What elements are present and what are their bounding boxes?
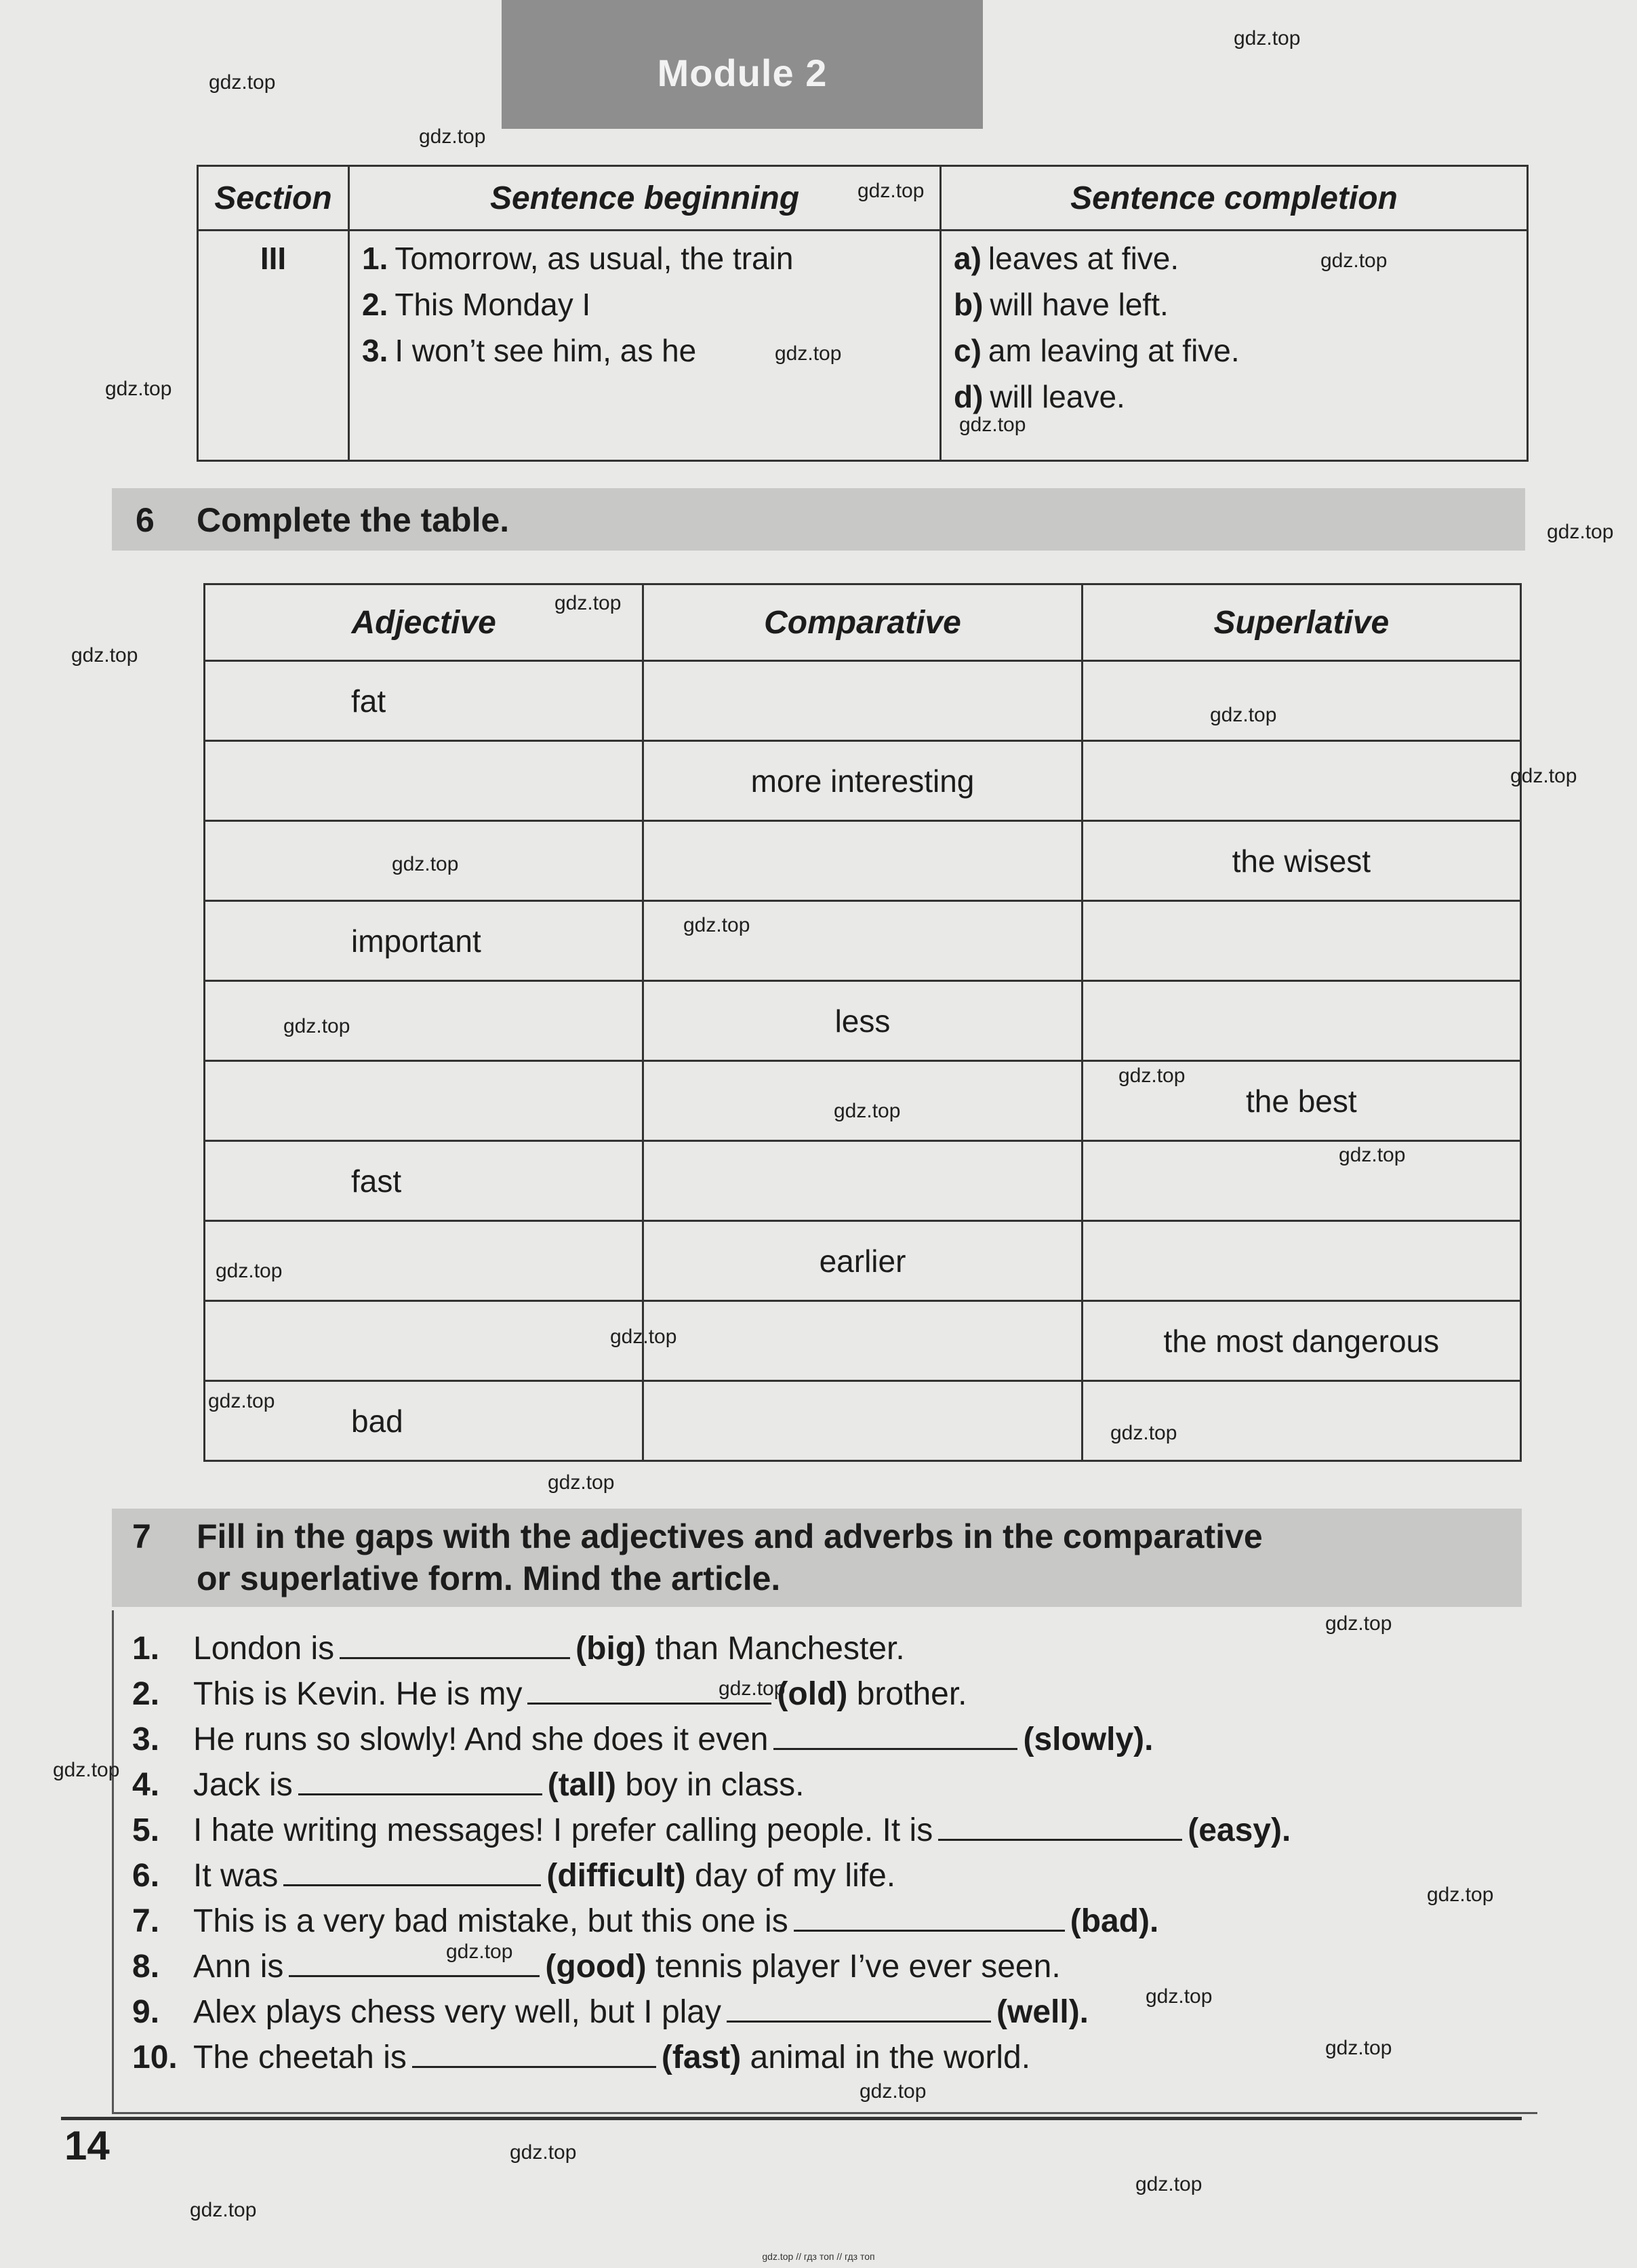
table-row: important (205, 901, 1521, 981)
watermark-text: gdz.top (1427, 1884, 1494, 1906)
watermark-text: gdz.top (190, 2199, 257, 2221)
watermark-text: gdz.top (53, 1759, 120, 1781)
exercise7-item: 2. This is Kevin. He is my (old) brother. (132, 1673, 967, 1713)
watermark-text: gdz.top (834, 1100, 901, 1122)
table-row: the best (205, 1061, 1521, 1141)
exercise7-header (112, 1509, 1522, 1607)
watermark-text: gdz.top (419, 125, 486, 148)
watermark-text: gdz.top (554, 592, 622, 614)
header-adjective: Adjective (205, 584, 643, 661)
footer-rule (61, 2117, 1522, 2120)
watermark-text: gdz.top (71, 644, 138, 667)
bottom-note: gdz.top // гдз топ // гдз топ (762, 2251, 875, 2262)
watermark-text: gdz.top (860, 2080, 927, 2103)
module-title-banner: Module 2 (502, 0, 983, 129)
exercise6-number: 6 (136, 501, 155, 539)
exercise7-item: 6. It was (difficult) day of my life. (132, 1854, 895, 1894)
table-row: bad (205, 1381, 1521, 1461)
answer-blank[interactable] (794, 1900, 1065, 1932)
exercise7-title-line2: or superlative form. Mind the article. (197, 1559, 781, 1597)
beginning-item: 1. Tomorrow, as usual, the train (362, 241, 794, 276)
beginning-item: 2. This Monday I (362, 287, 591, 322)
completion-item: b) will have left. (954, 287, 1169, 322)
watermark-text: gdz.top (208, 1390, 275, 1412)
table-row: the wisest (205, 821, 1521, 901)
answer-blank[interactable] (938, 1809, 1182, 1841)
watermark-text: gdz.top (1325, 1612, 1392, 1635)
watermark-text: gdz.top (1510, 765, 1577, 787)
completion-item: c) am leaving at five. (954, 333, 1240, 368)
table-row: earlier (205, 1221, 1521, 1301)
table-row: more interesting (205, 741, 1521, 821)
watermark-text: gdz.top (105, 378, 172, 400)
exercise6-title: Complete the table. (197, 501, 510, 539)
exercise7-item: 3. He runs so slowly! And she does it even (slowly). (132, 1718, 1154, 1758)
watermark-text: gdz.top (1118, 1065, 1186, 1087)
table-row: fat (205, 661, 1521, 741)
answer-blank[interactable] (412, 2036, 656, 2068)
watermark-text: gdz.top (719, 1677, 786, 1700)
header-section: Section (198, 166, 349, 231)
answer-blank[interactable] (298, 1764, 542, 1795)
header-sentence-completion: Sentence completion (941, 166, 1528, 231)
exercise7-item: 7. This is a very bad mistake, but this one is (bad). (132, 1900, 1158, 1940)
watermark-text: gdz.top (392, 853, 459, 875)
beginnings-cell (349, 231, 941, 461)
watermark-text: gdz.top (283, 1015, 350, 1037)
table-row: less (205, 981, 1521, 1061)
header-superlative: Superlative (1082, 584, 1520, 661)
page-number: 14 (64, 2123, 110, 2168)
watermark-text: gdz.top (1135, 2173, 1203, 2195)
answer-blank[interactable] (283, 1854, 541, 1886)
exercise7-item: 4. Jack is (tall) boy in class. (132, 1764, 805, 1804)
watermark-text: gdz.top (683, 914, 750, 936)
comparison-table (203, 583, 1522, 1462)
watermark-text: gdz.top (209, 71, 276, 94)
watermark-text: gdz.top (510, 2141, 577, 2164)
table-row: fast (205, 1141, 1521, 1221)
exercise7-item: 9. Alex plays chess very well, but I play (well). (132, 1991, 1089, 2031)
watermark-text: gdz.top (446, 1941, 513, 1963)
answer-blank[interactable] (727, 1991, 991, 2023)
table-row: the most dangerous (205, 1301, 1521, 1381)
exercise6-header (112, 488, 1525, 551)
watermark-text: gdz.top (1547, 521, 1614, 543)
beginning-item: 3. I won’t see him, as he (362, 333, 697, 368)
watermark-text: gdz.top (1234, 27, 1301, 49)
matching-table (197, 165, 1529, 462)
answer-blank[interactable] (773, 1718, 1017, 1750)
watermark-text: gdz.top (1110, 1422, 1177, 1444)
header-comparative: Comparative (643, 584, 1082, 661)
exercise7-item: 10. The cheetah is (fast) animal in the world. (132, 2036, 1030, 2076)
watermark-text: gdz.top (1325, 2037, 1392, 2059)
section-cell: III (198, 231, 349, 461)
exercise7-number: 7 (132, 1517, 151, 1555)
watermark-text: gdz.top (775, 342, 842, 365)
header-sentence-beginning: Sentence beginning (349, 166, 941, 231)
completion-item: d) will leave. (954, 379, 1125, 414)
watermark-text: gdz.top (548, 1471, 615, 1494)
completion-item: a) leaves at five. (954, 241, 1179, 276)
watermark-text: gdz.top (857, 180, 925, 202)
exercise7-item: 1. London is (big) than Manchester. (132, 1627, 905, 1667)
watermark-text: gdz.top (1339, 1144, 1406, 1166)
watermark-text: gdz.top (1210, 704, 1277, 726)
completions-cell (941, 231, 1528, 461)
watermark-text: gdz.top (1146, 1985, 1213, 2008)
watermark-text: gdz.top (959, 414, 1026, 436)
answer-blank[interactable] (340, 1627, 570, 1659)
watermark-text: gdz.top (1320, 250, 1388, 272)
exercise7-title-line1: Fill in the gaps with the adjectives and adverbs in the comparative (197, 1517, 1263, 1555)
watermark-text: gdz.top (216, 1260, 283, 1282)
exercise7-item: 8. Ann is (good) tennis player I’ve ever seen. (132, 1945, 1061, 1985)
watermark-text: gdz.top (610, 1326, 677, 1348)
exercise7-item: 5. I hate writing messages! I prefer calling people. It is (easy). (132, 1809, 1291, 1849)
